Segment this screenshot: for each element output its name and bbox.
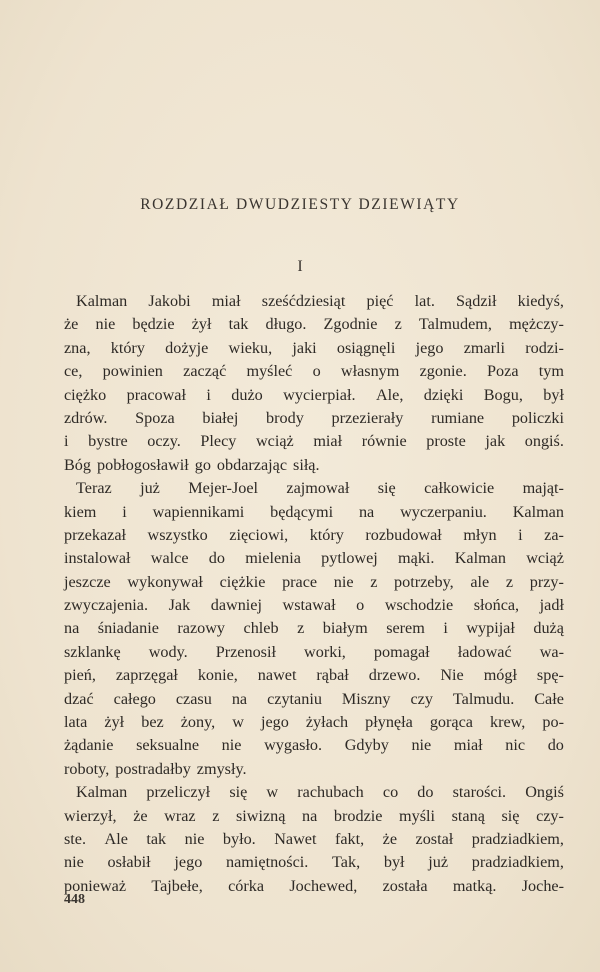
text-line: zna, który dożyje wieku, jaki osiągnęli jego zmarli rodzi- [64, 338, 564, 357]
text-line: żądanie seksualne nie wygasło. Gdyby nie miał nic do [64, 736, 564, 755]
text-line: lata żył bez żony, w jego żyłach płynęła gorąca krew, po- [64, 713, 564, 732]
text-line: dzać całego czasu na czytaniu Miszny czy Talmudu. Całe [64, 689, 564, 708]
text-line: Teraz już Mejer-Joel zajmował się całkowicie mająt- [76, 479, 564, 498]
text-line: ponieważ Tajbełe, córka Jochewed, została matką. Joche- [64, 876, 564, 895]
text-line: zwyczajenia. Jak dawniej wstawał o wschodzie słońca, jadł [64, 596, 564, 615]
text-line: ste. Ale tak nie było. Nawet fakt, że został pradziadkiem, [64, 829, 564, 848]
text-line: przekazał wszystko zięciowi, który rozbudował młyn i za- [64, 525, 564, 544]
text-line: na śniadanie razowy chleb z białym serem i wypijał dużą [64, 619, 564, 638]
text-line: ce, powinien zacząć myśleć o własnym zgonie. Poza tym [64, 362, 564, 381]
text-line: wierzył, że wraz z siwizną na brodzie myśli staną się czy- [64, 806, 564, 825]
text-line: ciężko pracował i dużo wycierpiał. Ale, dzięki Bogu, był [64, 385, 564, 404]
text-line: Kalman Jakobi miał sześćdziesiąt pięć lat. Sądził kiedyś, [76, 292, 564, 310]
text-line: że nie będzie żył tak długo. Zgodnie z Talmudem, mężczy- [64, 315, 564, 334]
text-line: szklankę wody. Przenosił worki, pomagał ładować wa- [64, 642, 564, 661]
chapter-title: ROZDZIAŁ DWUDZIESTY DZIEWIĄTY [140, 196, 460, 213]
text-line: roboty, postradałby zmysły. [64, 759, 247, 778]
text-line: i bystre oczy. Plecy wciąż miał równie proste jak ongiś. [64, 432, 564, 451]
text-line: instalował walce do mielenia pytlowej mąki. Kalman wciąż [64, 549, 564, 568]
body-text [64, 290, 564, 898]
section-number: I [297, 258, 303, 275]
text-line: pień, zaprzęgał konie, nawet rąbał drzewo. Nie mógł spę- [64, 666, 564, 685]
page-number: 448 [64, 892, 85, 907]
text-line: zdrów. Spoza białej brody przezierały rumiane policzki [64, 408, 564, 427]
text-line: Bóg pobłogosławił go obdarzając siłą. [64, 455, 320, 474]
text-line: kiem i wapiennikami będącymi na wyczerpaniu. Kalman [64, 502, 564, 521]
text-line: Kalman przeliczył się w rachubach co do starości. Ongiś [76, 783, 564, 802]
text-line: jeszcze wykonywał ciężkie prace nie z potrzeby, ale z przy- [64, 572, 564, 591]
text-line: nie osłabił jego namiętności. Tak, był już pradziadkiem, [64, 853, 564, 872]
